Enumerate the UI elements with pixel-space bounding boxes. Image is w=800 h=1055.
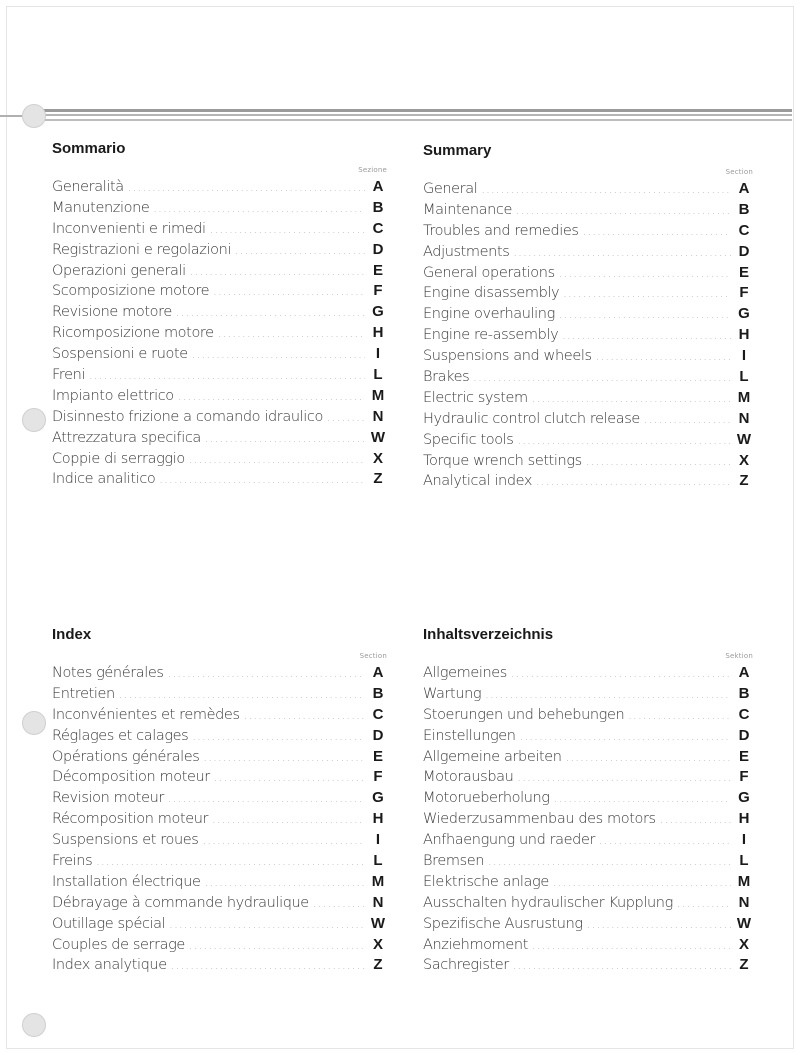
toc-entry-label: Freni — [52, 367, 86, 384]
toc-entry — [423, 347, 753, 368]
toc-entry-label: Suspensions and wheels — [423, 348, 592, 365]
dot-leader — [202, 834, 365, 847]
toc-entry-code: Z — [739, 956, 749, 974]
toc-entry-code: X — [738, 451, 749, 469]
toc-entry-code: N — [372, 893, 384, 911]
dot-leader — [212, 813, 365, 826]
dot-leader — [559, 308, 731, 321]
toc-entry — [423, 852, 753, 873]
toc-entry-label: Engine re-assembly — [423, 327, 559, 344]
dot-leader — [481, 183, 731, 196]
toc-entry-code: L — [373, 852, 383, 870]
section-title: Summary — [423, 142, 492, 159]
dot-leader — [473, 371, 731, 384]
toc-entry-code: L — [739, 368, 749, 386]
toc-entry-code: B — [738, 684, 750, 702]
toc-entry — [423, 452, 753, 473]
toc-entry — [52, 748, 387, 769]
dot-leader — [153, 202, 365, 215]
toc-entry — [52, 324, 387, 345]
toc-entry-code: X — [372, 449, 383, 467]
toc-entry-label: General — [423, 181, 478, 197]
toc-entry-code: X — [372, 935, 383, 953]
toc-entry-label: Revision moteur — [52, 790, 164, 807]
toc-entry-code: F — [373, 768, 383, 786]
toc-entry-label: Entretien — [52, 685, 115, 702]
toc-entry — [52, 241, 387, 262]
dot-leader — [532, 939, 731, 952]
section-sommario — [52, 140, 387, 491]
dot-leader — [119, 688, 365, 701]
toc-entry — [52, 831, 387, 852]
toc-entry — [423, 264, 753, 285]
toc-entry-label: Elektrische anlage — [423, 873, 549, 890]
toc-entry-label: Outillage spécial — [52, 915, 166, 932]
toc-entry — [52, 852, 387, 873]
column-label: Sektion — [725, 652, 753, 660]
dot-leader — [513, 959, 731, 972]
toc-entry-code: B — [372, 684, 384, 702]
binder-hole — [22, 408, 46, 432]
section-title: Sommario — [52, 140, 126, 157]
toc-entry-label: Motorueberholung — [423, 790, 550, 807]
toc-entry — [423, 410, 753, 431]
toc-entry — [423, 831, 753, 852]
toc-entry-label: Réglages et calages — [52, 727, 189, 744]
binder-hole — [22, 1013, 46, 1037]
toc-entry-code: M — [371, 386, 385, 404]
toc-entry-label: Impianto elettrico — [52, 387, 174, 404]
column-label: Sezione — [358, 166, 387, 174]
toc-entry-label: Ausschalten hydraulischer Kupplung — [423, 894, 673, 911]
dot-leader — [485, 688, 731, 701]
toc-entry-code: L — [373, 366, 383, 384]
toc-entry — [423, 810, 753, 831]
toc-entry-label: Couples de serrage — [52, 936, 185, 953]
toc-entry-label: Indice analitico — [52, 471, 156, 488]
dot-leader — [159, 473, 365, 486]
toc-entry-code: L — [739, 852, 749, 870]
dot-leader — [586, 455, 731, 468]
toc-entry-label: Débrayage à commande hydraulique — [52, 894, 309, 911]
toc-entry-code: E — [738, 263, 749, 281]
toc-entry-label: Coppie di serraggio — [52, 450, 185, 467]
toc-entry-code: G — [738, 305, 750, 323]
toc-entry-code: W — [370, 914, 386, 932]
dot-leader — [189, 939, 365, 952]
toc-entry — [52, 768, 387, 789]
toc-entry-code: N — [738, 409, 750, 427]
toc-entry — [423, 956, 753, 977]
toc-entry — [423, 222, 753, 243]
dot-leader — [96, 855, 365, 868]
toc-entry-label: Adjustments — [423, 243, 510, 260]
toc-entry-code: W — [736, 430, 752, 448]
toc-entry — [52, 262, 387, 283]
toc-entry-label: Registrazioni e regolazioni — [52, 241, 232, 258]
toc-entry-code: A — [738, 180, 750, 197]
toc-entry-code: A — [372, 664, 384, 681]
toc-entry-code: C — [372, 219, 384, 237]
dot-leader — [218, 327, 365, 340]
section-title: Inhaltsverzeichnis — [423, 626, 554, 643]
column-label: Section — [725, 168, 753, 176]
toc-list — [423, 180, 753, 493]
dot-leader — [628, 709, 731, 722]
dot-leader — [517, 771, 731, 784]
toc-list — [423, 664, 753, 977]
toc-entry — [423, 915, 753, 936]
toc-entry — [423, 664, 753, 685]
dot-leader — [327, 411, 365, 424]
toc-entry — [52, 789, 387, 810]
dot-leader — [192, 348, 365, 361]
toc-entry — [423, 936, 753, 957]
toc-entry-code: C — [738, 705, 750, 723]
dot-leader — [536, 475, 731, 488]
toc-entry-label: Stoerungen und behebungen — [423, 706, 625, 723]
dot-leader — [516, 204, 731, 217]
toc-entry-code: D — [738, 242, 750, 260]
toc-entry-label: Engine overhauling — [423, 306, 555, 323]
toc-entry-code: H — [738, 810, 750, 828]
toc-entry-code: C — [738, 221, 750, 239]
dot-leader — [677, 897, 731, 910]
toc-entry — [52, 366, 387, 387]
toc-entry-label: Attrezzatura specifica — [52, 429, 201, 446]
toc-entry-code: D — [372, 240, 384, 258]
toc-entry-label: Troubles and remedies — [423, 222, 579, 239]
toc-entry-label: Hydraulic control clutch release — [423, 410, 640, 427]
toc-entry-label: Allgemeines — [423, 665, 507, 681]
toc-entry — [423, 243, 753, 264]
toc-entry — [52, 873, 387, 894]
toc-entry — [52, 810, 387, 831]
toc-entry-label: Specific tools — [423, 431, 514, 448]
section-inhaltsverzeichnis — [423, 626, 753, 977]
dot-leader — [178, 390, 365, 403]
dot-leader — [244, 709, 365, 722]
toc-entry — [52, 894, 387, 915]
toc-entry — [423, 201, 753, 222]
dot-leader — [599, 834, 731, 847]
toc-entry-label: Allgemeine arbeiten — [423, 748, 562, 765]
toc-entry-label: Décomposition moteur — [52, 769, 210, 786]
toc-entry-label: Récomposition moteur — [52, 811, 209, 828]
toc-entry-code: N — [372, 407, 384, 425]
toc-entry-code: G — [372, 789, 384, 807]
toc-entry-label: Suspensions et roues — [52, 832, 199, 849]
toc-entry — [423, 873, 753, 894]
toc-entry-label: Torque wrench settings — [423, 452, 582, 469]
toc-entry-code: M — [371, 872, 385, 890]
dot-leader — [644, 413, 731, 426]
toc-entry-label: Wiederzusammenbau des motors — [423, 811, 656, 828]
dot-leader — [596, 350, 731, 363]
toc-entry — [52, 706, 387, 727]
toc-entry-label: General operations — [423, 264, 555, 281]
toc-entry-label: Revisione motore — [52, 304, 172, 321]
toc-entry-label: Inconvenienti e rimedi — [52, 220, 206, 237]
dot-leader — [235, 244, 365, 257]
toc-entry — [52, 664, 387, 685]
toc-entry-code: X — [738, 935, 749, 953]
toc-entry-code: B — [372, 198, 384, 216]
toc-entry-label: Generalità — [52, 179, 124, 195]
dot-leader — [210, 223, 365, 236]
dot-leader — [203, 751, 365, 764]
toc-entry-code: B — [738, 200, 750, 218]
dot-leader — [128, 181, 365, 194]
dot-leader — [192, 730, 365, 743]
dot-leader — [214, 771, 365, 784]
toc-entry-label: Sospensioni e ruote — [52, 346, 188, 363]
toc-entry — [52, 199, 387, 220]
dot-leader — [563, 287, 731, 300]
toc-entry-code: E — [372, 747, 383, 765]
toc-entry-label: Opérations générales — [52, 748, 200, 765]
dot-leader — [660, 813, 731, 826]
toc-entry-label: Manutenzione — [52, 199, 150, 216]
toc-entry-code: I — [741, 347, 747, 365]
dot-leader — [89, 369, 365, 382]
toc-entry-code: D — [372, 726, 384, 744]
toc-entry — [52, 470, 387, 491]
dot-leader — [511, 667, 731, 680]
dot-leader — [559, 267, 731, 280]
toc-entry-code: C — [372, 705, 384, 723]
dot-leader — [168, 792, 365, 805]
toc-entry — [423, 368, 753, 389]
toc-entry-label: Ricomposizione motore — [52, 325, 214, 342]
dot-leader — [205, 432, 365, 445]
toc-entry — [423, 431, 753, 452]
toc-entry — [423, 685, 753, 706]
toc-entry — [52, 387, 387, 408]
header-rule — [24, 119, 792, 121]
dot-leader — [189, 453, 365, 466]
toc-entry-code: I — [741, 831, 747, 849]
dot-leader — [554, 792, 731, 805]
toc-list — [52, 664, 387, 977]
toc-entry-code: A — [372, 178, 384, 195]
toc-entry-label: Spezifische Ausrustung — [423, 915, 583, 932]
toc-entry-label: Operazioni generali — [52, 262, 186, 279]
toc-entry — [423, 326, 753, 347]
toc-entry-code: E — [372, 261, 383, 279]
toc-entry — [423, 706, 753, 727]
section-summary — [423, 142, 753, 493]
section-title: Index — [52, 626, 92, 643]
dot-leader — [176, 306, 365, 319]
toc-entry-code: D — [738, 726, 750, 744]
toc-entry — [52, 936, 387, 957]
column-label: Section — [359, 652, 387, 660]
toc-entry-label: Maintenance — [423, 201, 512, 218]
dot-leader — [313, 897, 365, 910]
toc-entry — [52, 450, 387, 471]
toc-entry — [423, 284, 753, 305]
toc-entry — [52, 345, 387, 366]
toc-entry-code: W — [370, 428, 386, 446]
toc-entry-code: G — [738, 789, 750, 807]
toc-entry-code: H — [738, 326, 750, 344]
toc-entry — [423, 472, 753, 493]
toc-entry-label: Analytical index — [423, 473, 533, 490]
toc-entry-label: Brakes — [423, 369, 470, 386]
toc-entry-label: Freins — [52, 853, 93, 870]
toc-entry-code: E — [738, 747, 749, 765]
toc-entry-label: Engine disassembly — [423, 285, 560, 302]
section-index — [52, 626, 387, 977]
dot-leader — [587, 918, 731, 931]
toc-entry-label: Electric system — [423, 389, 528, 406]
dot-leader — [168, 667, 365, 680]
dot-leader — [190, 265, 365, 278]
toc-entry-code: M — [737, 872, 751, 890]
toc-entry-code: A — [738, 664, 750, 681]
dot-leader — [513, 246, 731, 259]
dot-leader — [169, 918, 365, 931]
toc-entry-label: Installation électrique — [52, 873, 201, 890]
header-rule — [24, 114, 792, 116]
dot-leader — [562, 329, 731, 342]
binder-hole — [22, 104, 46, 128]
toc-entry-label: Scomposizione motore — [52, 283, 210, 300]
toc-entry-label: Sachregister — [423, 957, 509, 974]
toc-entry — [423, 180, 753, 201]
toc-entry — [52, 220, 387, 241]
toc-entry-label: Wartung — [423, 685, 482, 702]
toc-entry-label: Bremsen — [423, 853, 485, 870]
toc-entry-code: N — [738, 893, 750, 911]
toc-entry-code: F — [739, 768, 749, 786]
toc-entry-code: W — [736, 914, 752, 932]
toc-entry — [52, 956, 387, 977]
toc-entry — [423, 748, 753, 769]
toc-entry-code: I — [375, 831, 381, 849]
toc-list — [52, 178, 387, 491]
dot-leader — [205, 876, 365, 889]
dot-leader — [488, 855, 731, 868]
toc-entry — [423, 305, 753, 326]
toc-entry — [423, 894, 753, 915]
toc-entry-code: M — [737, 388, 751, 406]
toc-entry-code: Z — [739, 472, 749, 490]
toc-entry — [52, 408, 387, 429]
toc-entry — [52, 685, 387, 706]
toc-entry-label: Anziehmoment — [423, 936, 528, 953]
toc-entry-code: F — [739, 284, 749, 302]
toc-entry-label: Index analytique — [52, 957, 167, 974]
header-rule-left — [0, 115, 22, 117]
dot-leader — [520, 730, 731, 743]
toc-entry — [52, 727, 387, 748]
binder-hole — [22, 711, 46, 735]
toc-entry — [52, 915, 387, 936]
toc-entry — [423, 727, 753, 748]
dot-leader — [583, 225, 731, 238]
toc-entry-label: Einstellungen — [423, 727, 516, 744]
toc-entry-code: Z — [373, 956, 383, 974]
toc-entry-label: Disinnesto frizione a comando idraulico — [52, 408, 323, 425]
toc-entry-label: Notes générales — [52, 665, 164, 681]
toc-entry-code: I — [375, 345, 381, 363]
toc-entry-label: Anfhaengung und raeder — [423, 832, 596, 849]
toc-entry-code: G — [372, 303, 384, 321]
toc-entry-label: Motorausbau — [423, 769, 514, 786]
toc-entry — [423, 789, 753, 810]
toc-entry-code: H — [372, 810, 384, 828]
dot-leader — [532, 392, 731, 405]
toc-entry-code: F — [373, 282, 383, 300]
toc-entry-code: H — [372, 324, 384, 342]
toc-entry — [52, 303, 387, 324]
toc-entry — [52, 282, 387, 303]
toc-entry — [52, 178, 387, 199]
header-rule — [24, 109, 792, 112]
dot-leader — [566, 751, 731, 764]
dot-leader — [553, 876, 731, 889]
toc-entry — [423, 768, 753, 789]
toc-entry-code: Z — [373, 470, 383, 488]
toc-entry — [423, 389, 753, 410]
toc-entry-label: Inconvénientes et remèdes — [52, 706, 240, 723]
dot-leader — [171, 959, 365, 972]
dot-leader — [517, 434, 731, 447]
dot-leader — [213, 285, 365, 298]
toc-entry — [52, 429, 387, 450]
